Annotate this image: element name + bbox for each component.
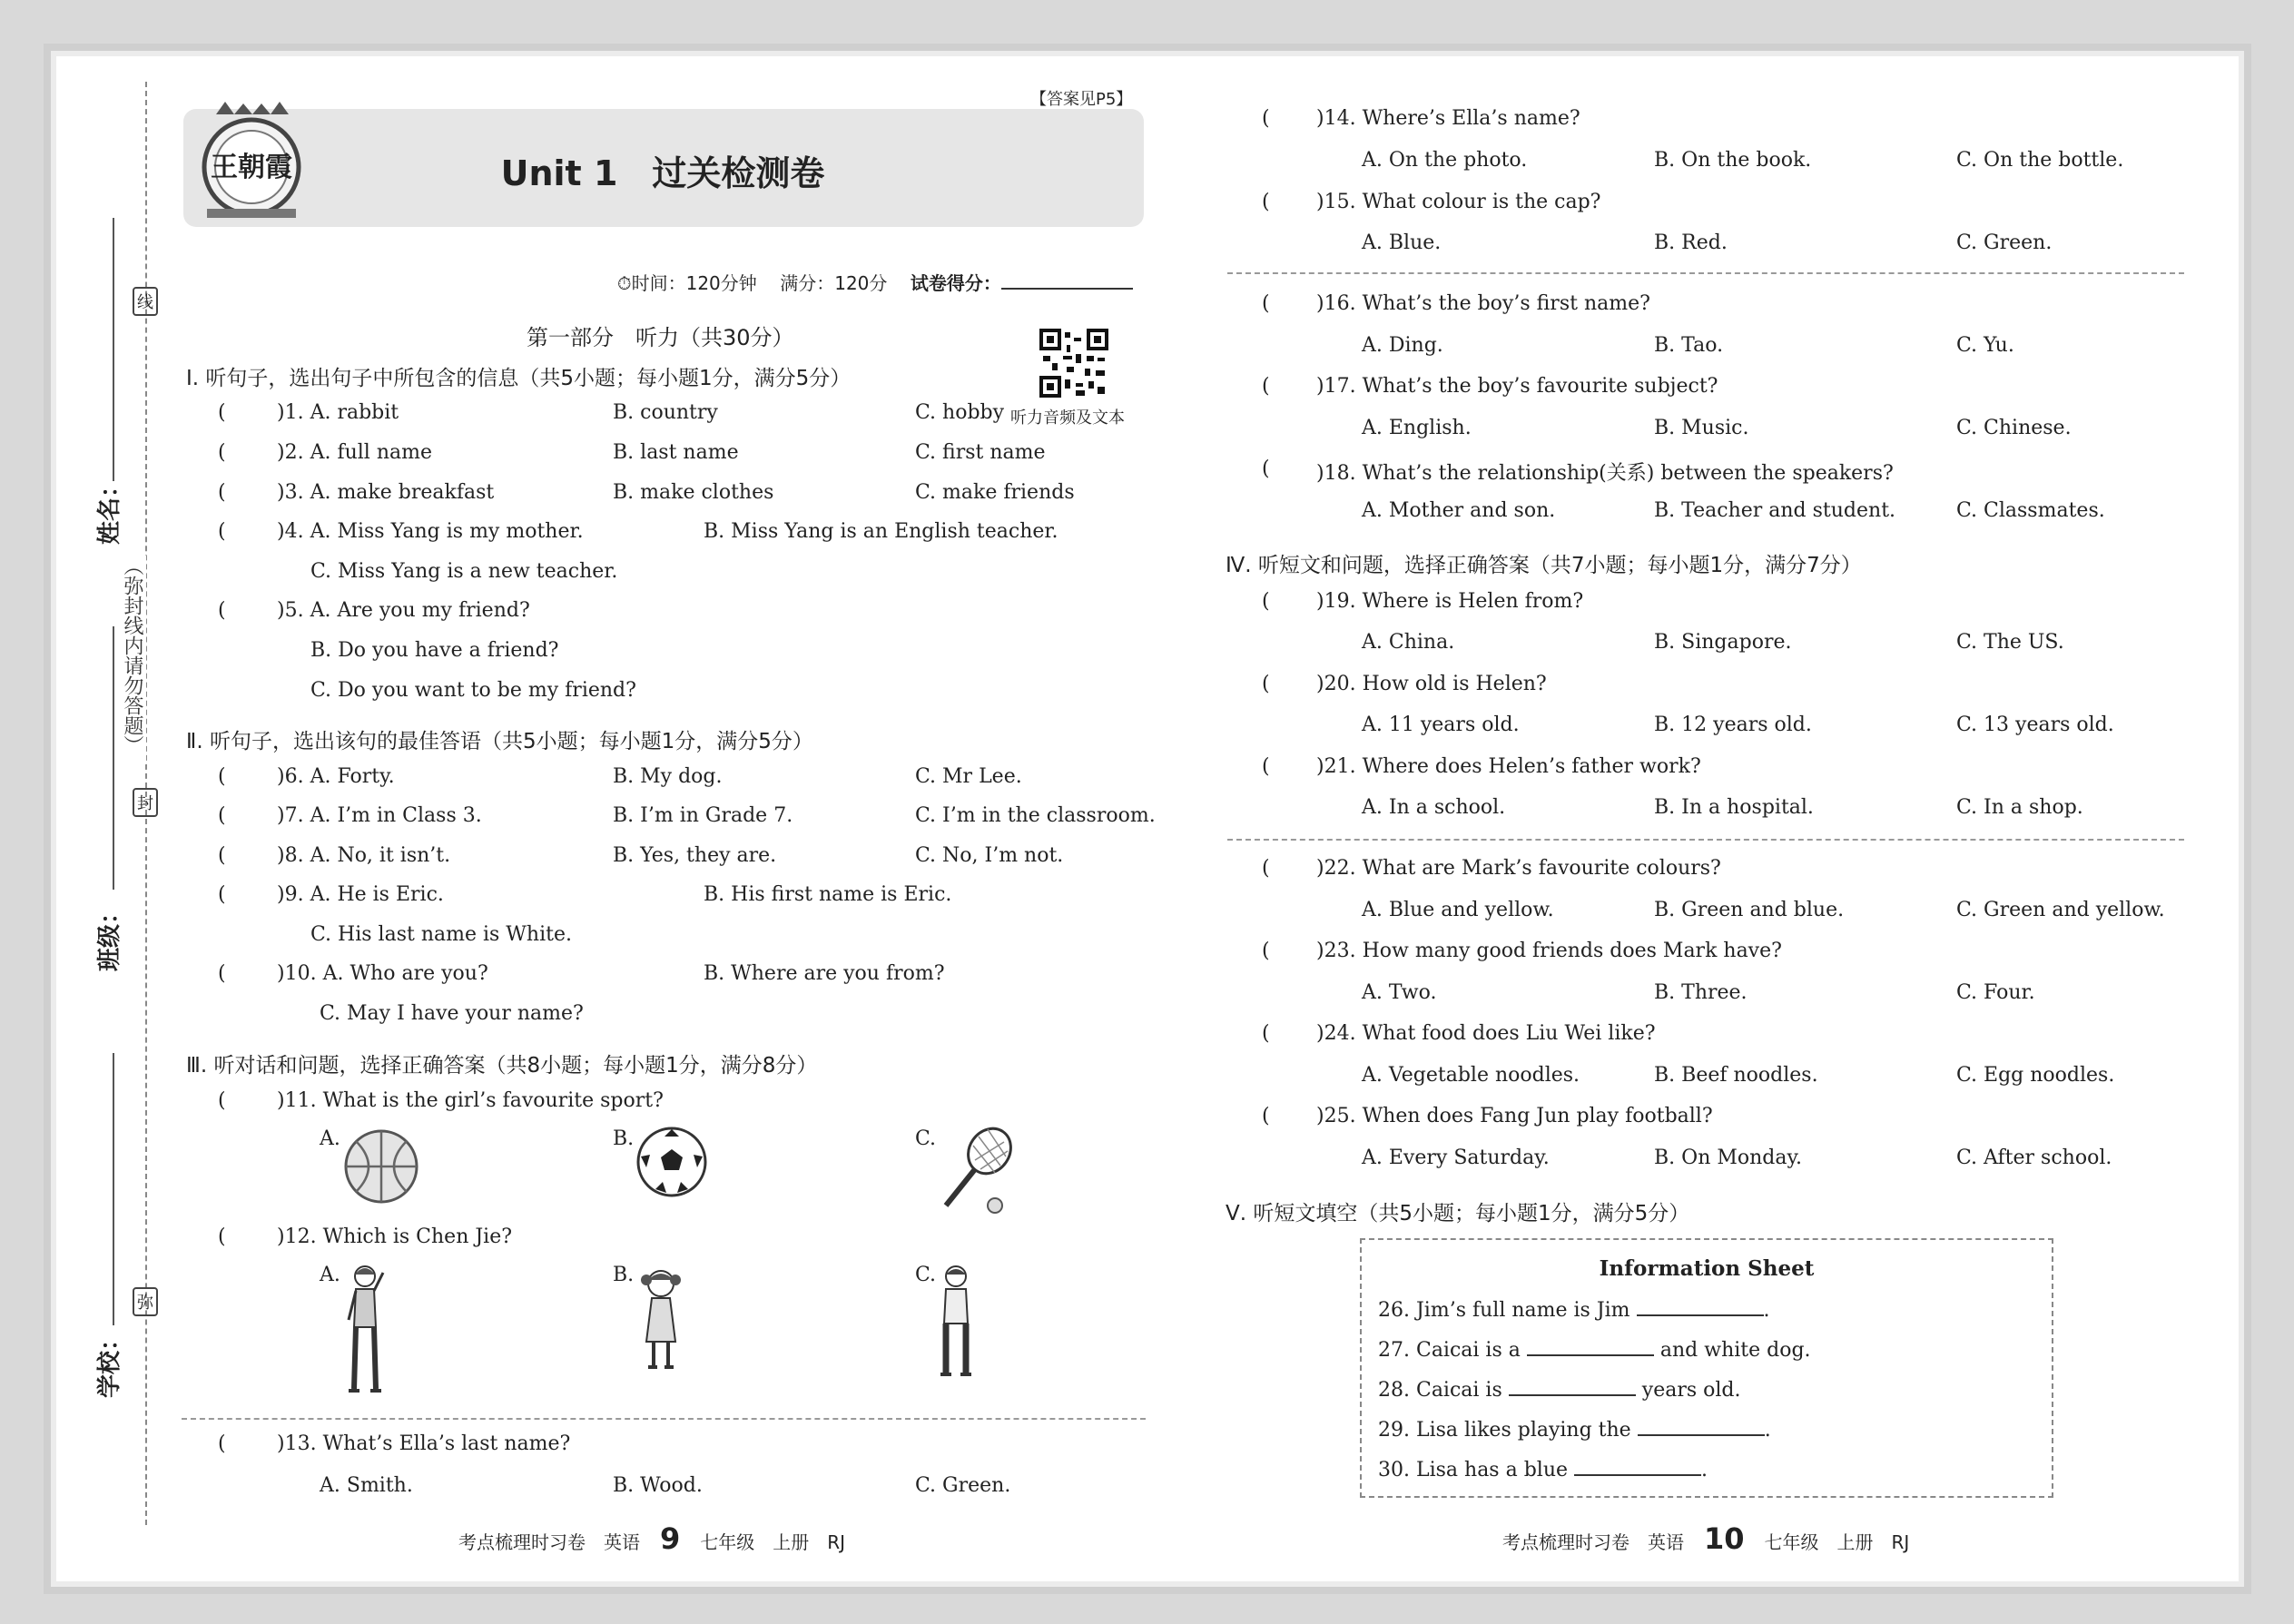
section-5-heading: Ⅴ. 听短文填空（共5小题；每小题1分，满分5分） xyxy=(1226,1202,1690,1225)
footer-left-series: 考点梳理时习卷 英语 xyxy=(458,1531,640,1553)
q11-option-b[interactable]: B. xyxy=(613,1127,635,1150)
blank-30-suffix: . xyxy=(1701,1459,1708,1481)
q3-option-c[interactable]: C. make friends xyxy=(915,481,1075,504)
q22-option-c[interactable]: C. Green and yellow. xyxy=(1956,899,2165,921)
seal-note: （弥封线内请勿答题） xyxy=(118,556,146,764)
q4-option-a[interactable]: )4. A. Miss Yang is my mother. xyxy=(277,520,584,543)
q5-option-c[interactable]: C. Do you want to be my friend? xyxy=(310,679,636,702)
blank-27-prefix: 27. Caicai is a xyxy=(1378,1339,1521,1362)
name-label: 姓名： xyxy=(96,473,123,545)
q3-paren: ( xyxy=(218,481,226,504)
answer-reference: 【答案见P5】 xyxy=(1030,90,1133,109)
blank-27 xyxy=(1378,1336,1811,1362)
q8-option-a[interactable]: )8. A. No, it isn’t. xyxy=(277,844,451,867)
q15-option-a[interactable]: A. Blue. xyxy=(1362,231,1442,254)
little-girl-figure-icon xyxy=(634,1265,688,1374)
q11-question: )11. What is the girl’s favourite sport? xyxy=(277,1089,664,1112)
q22-question: )22. What are Mark’s favourite colours? xyxy=(1316,857,1721,880)
q21-option-b[interactable]: B. In a hospital. xyxy=(1654,796,1814,819)
q10-paren: ( xyxy=(218,962,226,985)
q22-option-b[interactable]: B. Green and blue. xyxy=(1654,899,1845,921)
q25-question: )25. When does Fang Jun play football? xyxy=(1316,1105,1713,1127)
q5-paren: ( xyxy=(218,599,226,622)
q18-option-a[interactable]: A. Mother and son. xyxy=(1362,499,1556,522)
q24-option-c[interactable]: C. Egg noodles. xyxy=(1956,1064,2115,1087)
q9-option-a[interactable]: )9. A. He is Eric. xyxy=(277,883,444,906)
exam-meta xyxy=(617,269,1133,295)
blank-28-suffix: years old. xyxy=(1641,1379,1741,1402)
q20-option-c[interactable]: C. 13 years old. xyxy=(1956,714,2114,736)
information-sheet xyxy=(1360,1238,2053,1498)
q16-question: )16. What’s the boy’s first name? xyxy=(1316,292,1650,315)
blank-29-suffix: . xyxy=(1764,1419,1771,1442)
football-icon xyxy=(635,1126,708,1198)
q14-option-c[interactable]: C. On the bottle. xyxy=(1956,149,2124,172)
q25-option-b[interactable]: B. On Monday. xyxy=(1654,1147,1802,1169)
information-sheet-title: Information Sheet xyxy=(1599,1256,1815,1281)
q23-paren: ( xyxy=(1262,940,1270,962)
q14-option-b[interactable]: B. On the book. xyxy=(1654,149,1812,172)
q4-paren: ( xyxy=(218,520,226,543)
blank-26-input[interactable] xyxy=(1637,1296,1764,1316)
part-heading: 第一部分 听力（共30分） xyxy=(527,325,794,350)
q7-option-a[interactable]: )7. A. I’m in Class 3. xyxy=(277,804,482,827)
q12-paren: ( xyxy=(218,1225,226,1248)
q17-option-c[interactable]: C. Chinese. xyxy=(1956,417,2072,439)
q17-question: )17. What’s the boy’s favourite subject? xyxy=(1316,375,1718,398)
q2-option-b[interactable]: B. last name xyxy=(613,441,739,464)
q24-option-b[interactable]: B. Beef noodles. xyxy=(1654,1064,1818,1087)
q5-option-a[interactable]: )5. A. Are you my friend? xyxy=(277,599,530,622)
q18-question: )18. What’s the relationship(关系) between the speakers? xyxy=(1316,462,1894,485)
school-blank xyxy=(113,1053,114,1325)
q16-paren: ( xyxy=(1262,292,1270,315)
q21-option-a[interactable]: A. In a school. xyxy=(1362,796,1506,819)
q12-question: )12. Which is Chen Jie? xyxy=(277,1225,513,1248)
q16-option-a[interactable]: A. Ding. xyxy=(1362,334,1443,357)
right-divider-1 xyxy=(1227,272,2184,274)
footer-left xyxy=(458,1521,845,1556)
qr-code-icon xyxy=(1039,329,1108,398)
q7-paren: ( xyxy=(218,804,226,827)
q8-option-c[interactable]: C. No, I’m not. xyxy=(915,844,1064,867)
q23-option-a[interactable]: A. Two. xyxy=(1362,981,1437,1004)
q13-option-a[interactable]: A. Smith. xyxy=(320,1474,413,1497)
seal-char-mi: 弥 xyxy=(133,1287,158,1316)
qr-caption: 听力音频及文本 xyxy=(1010,408,1125,428)
q19-option-c[interactable]: C. The US. xyxy=(1956,631,2064,654)
q3-option-a[interactable]: )3. A. make breakfast xyxy=(277,481,495,504)
q11-option-a[interactable]: A. xyxy=(320,1127,340,1150)
score-label: 试卷得分： xyxy=(910,272,1001,294)
q6-option-b[interactable]: B. My dog. xyxy=(613,765,723,788)
q16-option-b[interactable]: B. Tao. xyxy=(1654,334,1724,357)
school-label: 学校： xyxy=(96,1326,123,1398)
q25-option-a[interactable]: A. Every Saturday. xyxy=(1362,1147,1550,1169)
q17-option-b[interactable]: B. Music. xyxy=(1654,417,1749,439)
q24-question: )24. What food does Liu Wei like? xyxy=(1316,1022,1656,1045)
q13-paren: ( xyxy=(218,1432,226,1455)
boy-figure-icon xyxy=(933,1264,979,1382)
q9-paren: ( xyxy=(218,883,226,906)
q15-option-b[interactable]: B. Red. xyxy=(1654,231,1728,254)
q15-paren: ( xyxy=(1262,191,1270,213)
class-label: 班级： xyxy=(96,900,123,971)
q12-option-a[interactable]: A. xyxy=(320,1264,340,1286)
q22-paren: ( xyxy=(1262,857,1270,880)
q19-question: )19. Where is Helen from? xyxy=(1316,590,1584,613)
class-blank xyxy=(113,626,114,890)
q19-paren: ( xyxy=(1262,590,1270,613)
q7-option-c[interactable]: C. I’m in the classroom. xyxy=(915,804,1156,827)
q20-option-a[interactable]: A. 11 years old. xyxy=(1362,714,1520,736)
q6-paren: ( xyxy=(218,765,226,788)
q13-option-b[interactable]: B. Wood. xyxy=(613,1474,703,1497)
q6-option-c[interactable]: C. Mr Lee. xyxy=(915,765,1022,788)
q8-paren: ( xyxy=(218,844,226,867)
q4-option-c[interactable]: C. Miss Yang is a new teacher. xyxy=(310,560,618,583)
q19-option-a[interactable]: A. China. xyxy=(1362,631,1455,654)
q1-option-b[interactable]: B. country xyxy=(613,401,718,424)
q2-option-a[interactable]: )2. A. full name xyxy=(277,441,432,464)
blank-29-prefix: 29. Lisa likes playing the xyxy=(1378,1419,1631,1442)
footer-right-grade: 七年级 上册 RJ xyxy=(1764,1531,1910,1553)
score-blank[interactable] xyxy=(1001,288,1133,290)
q17-paren: ( xyxy=(1262,375,1270,398)
right-divider-2 xyxy=(1227,839,2184,841)
page-number-10: 10 xyxy=(1704,1521,1745,1556)
q24-option-a[interactable]: A. Vegetable noodles. xyxy=(1362,1064,1580,1087)
q15-question: )15. What colour is the cap? xyxy=(1316,191,1601,213)
q20-question: )20. How old is Helen? xyxy=(1316,673,1547,695)
logo-lettering: 王朝霞 xyxy=(211,152,292,183)
q21-question: )21. Where does Helen’s father work? xyxy=(1316,755,1701,778)
blank-29 xyxy=(1378,1416,1771,1442)
blank-30-prefix: 30. Lisa has a blue xyxy=(1378,1459,1569,1481)
section-1-heading: Ⅰ. 听句子，选出句子中所包含的信息（共5小题；每小题1分，满分5分） xyxy=(186,367,852,390)
q23-option-c[interactable]: C. Four. xyxy=(1956,981,2035,1004)
time-limit: ⏱时间：120分钟 xyxy=(617,272,757,294)
section-2-heading: Ⅱ. 听句子，选出该句的最佳答语（共5小题；每小题1分，满分5分） xyxy=(186,730,813,753)
q21-option-c[interactable]: C. In a shop. xyxy=(1956,796,2083,819)
q11-option-c[interactable]: C. xyxy=(915,1127,937,1150)
q3-option-b[interactable]: B. make clothes xyxy=(613,481,774,504)
blank-30-input[interactable] xyxy=(1574,1456,1701,1476)
q12-option-c[interactable]: C. xyxy=(915,1264,937,1286)
q23-question: )23. How many good friends does Mark have? xyxy=(1316,940,1782,962)
page-title: Unit 1 过关检测卷 xyxy=(500,153,825,193)
section-4-heading: Ⅳ. 听短文和问题，选择正确答案（共7小题；每小题1分，满分7分） xyxy=(1226,554,1862,577)
page-number-9: 9 xyxy=(660,1521,681,1556)
q9-option-b[interactable]: B. His first name is Eric. xyxy=(704,883,952,906)
q21-paren: ( xyxy=(1262,755,1270,778)
q14-option-a[interactable]: A. On the photo. xyxy=(1362,149,1528,172)
q13-option-c[interactable]: C. Green. xyxy=(915,1474,1011,1497)
q20-paren: ( xyxy=(1262,673,1270,695)
section-3-heading: Ⅲ. 听对话和问题，选择正确答案（共8小题；每小题1分，满分8分） xyxy=(186,1054,818,1078)
blank-27-input[interactable] xyxy=(1527,1336,1654,1356)
q4-option-b[interactable]: B. Miss Yang is an English teacher. xyxy=(704,520,1058,543)
basketball-icon xyxy=(343,1128,419,1205)
q18-option-b[interactable]: B. Teacher and student. xyxy=(1654,499,1896,522)
blank-28-prefix: 28. Caicai is xyxy=(1378,1379,1502,1402)
q7-option-b[interactable]: B. I’m in Grade 7. xyxy=(613,804,793,827)
left-divider xyxy=(182,1418,1146,1420)
name-blank xyxy=(113,218,114,481)
q11-paren: ( xyxy=(218,1089,226,1112)
blank-26-prefix: 26. Jim’s full name is Jim xyxy=(1378,1299,1630,1322)
seal-char-feng: 封 xyxy=(133,788,158,817)
full-score: 满分：120分 xyxy=(780,272,888,294)
blank-30 xyxy=(1378,1456,1708,1481)
q13-question: )13. What’s Ella’s last name? xyxy=(277,1432,571,1455)
q2-option-c[interactable]: C. first name xyxy=(915,441,1046,464)
q18-option-c[interactable]: C. Classmates. xyxy=(1956,499,2105,522)
q20-option-b[interactable]: B. 12 years old. xyxy=(1654,714,1812,736)
blank-28-input[interactable] xyxy=(1509,1376,1636,1396)
q8-option-b[interactable]: B. Yes, they are. xyxy=(613,844,777,867)
q18-paren: ( xyxy=(1262,458,1270,480)
q1-paren: ( xyxy=(218,401,226,424)
q24-paren: ( xyxy=(1262,1022,1270,1045)
q16-option-c[interactable]: C. Yu. xyxy=(1956,334,2014,357)
q25-paren: ( xyxy=(1262,1105,1270,1127)
footer-right-series: 考点梳理时习卷 英语 xyxy=(1502,1531,1684,1553)
blank-28 xyxy=(1378,1376,1741,1402)
q14-paren: ( xyxy=(1262,107,1270,130)
q12-option-b[interactable]: B. xyxy=(613,1264,635,1286)
footer-right xyxy=(1502,1521,1909,1556)
blank-29-input[interactable] xyxy=(1638,1416,1765,1436)
tennis-racket-icon xyxy=(935,1126,1017,1216)
q10-option-a[interactable]: )10. A. Who are you? xyxy=(277,962,488,985)
q10-option-b[interactable]: B. Where are you from? xyxy=(704,962,945,985)
footer-left-grade: 七年级 上册 RJ xyxy=(700,1531,846,1553)
q25-option-c[interactable]: C. After school. xyxy=(1956,1147,2112,1169)
q23-option-b[interactable]: B. Three. xyxy=(1654,981,1748,1004)
blank-26 xyxy=(1378,1296,1770,1322)
q1-option-c[interactable]: C. hobby xyxy=(915,401,1005,424)
q9-option-c[interactable]: C. His last name is White. xyxy=(310,923,572,946)
q5-option-b[interactable]: B. Do you have a friend? xyxy=(310,639,559,662)
blank-27-suffix: and white dog. xyxy=(1659,1339,1811,1362)
q1-option-a[interactable]: )1. A. rabbit xyxy=(277,401,399,424)
q10-option-c[interactable]: C. May I have your name? xyxy=(320,1002,584,1025)
q6-option-a[interactable]: )6. A. Forty. xyxy=(277,765,395,788)
q14-question: )14. Where’s Ella’s name? xyxy=(1316,107,1580,130)
q2-paren: ( xyxy=(218,441,226,464)
seal-char-xian: 线 xyxy=(133,287,158,316)
girl-tall-figure-icon xyxy=(338,1264,392,1400)
q22-option-a[interactable]: A. Blue and yellow. xyxy=(1362,899,1554,921)
blank-26-suffix: . xyxy=(1763,1299,1770,1322)
q19-option-b[interactable]: B. Singapore. xyxy=(1654,631,1792,654)
q17-option-a[interactable]: A. English. xyxy=(1362,417,1472,439)
q15-option-c[interactable]: C. Green. xyxy=(1956,231,2053,254)
